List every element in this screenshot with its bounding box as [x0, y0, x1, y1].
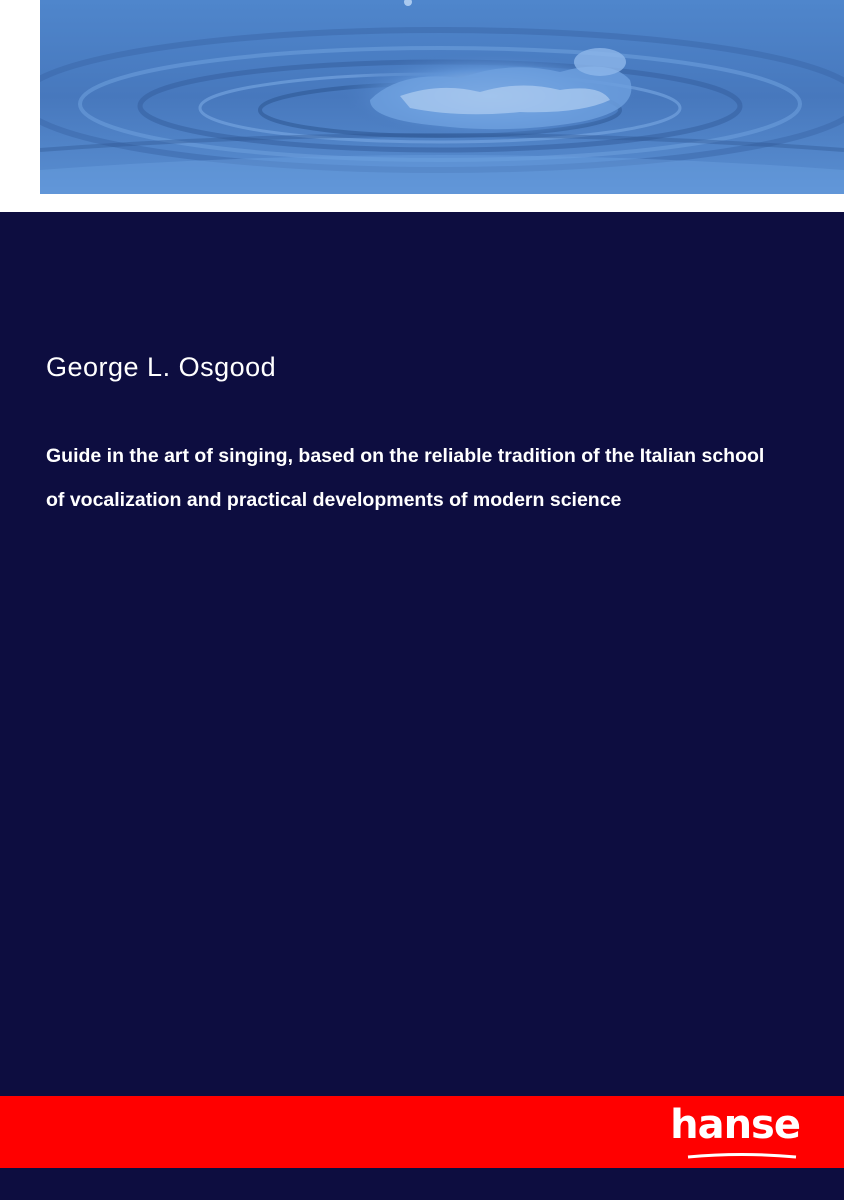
author-name: George L. Osgood [46, 352, 277, 382]
publisher-band [0, 1096, 844, 1168]
book-title: Guide in the art of singing, based on the reliable tradition of the Italian school of vocalization and practical developments of modern science [46, 445, 765, 511]
water-splash-image [40, 0, 844, 194]
hanse-logo: hanse [670, 1102, 800, 1148]
cover-top-band [0, 0, 844, 212]
logo-swoosh-icon [686, 1152, 798, 1160]
